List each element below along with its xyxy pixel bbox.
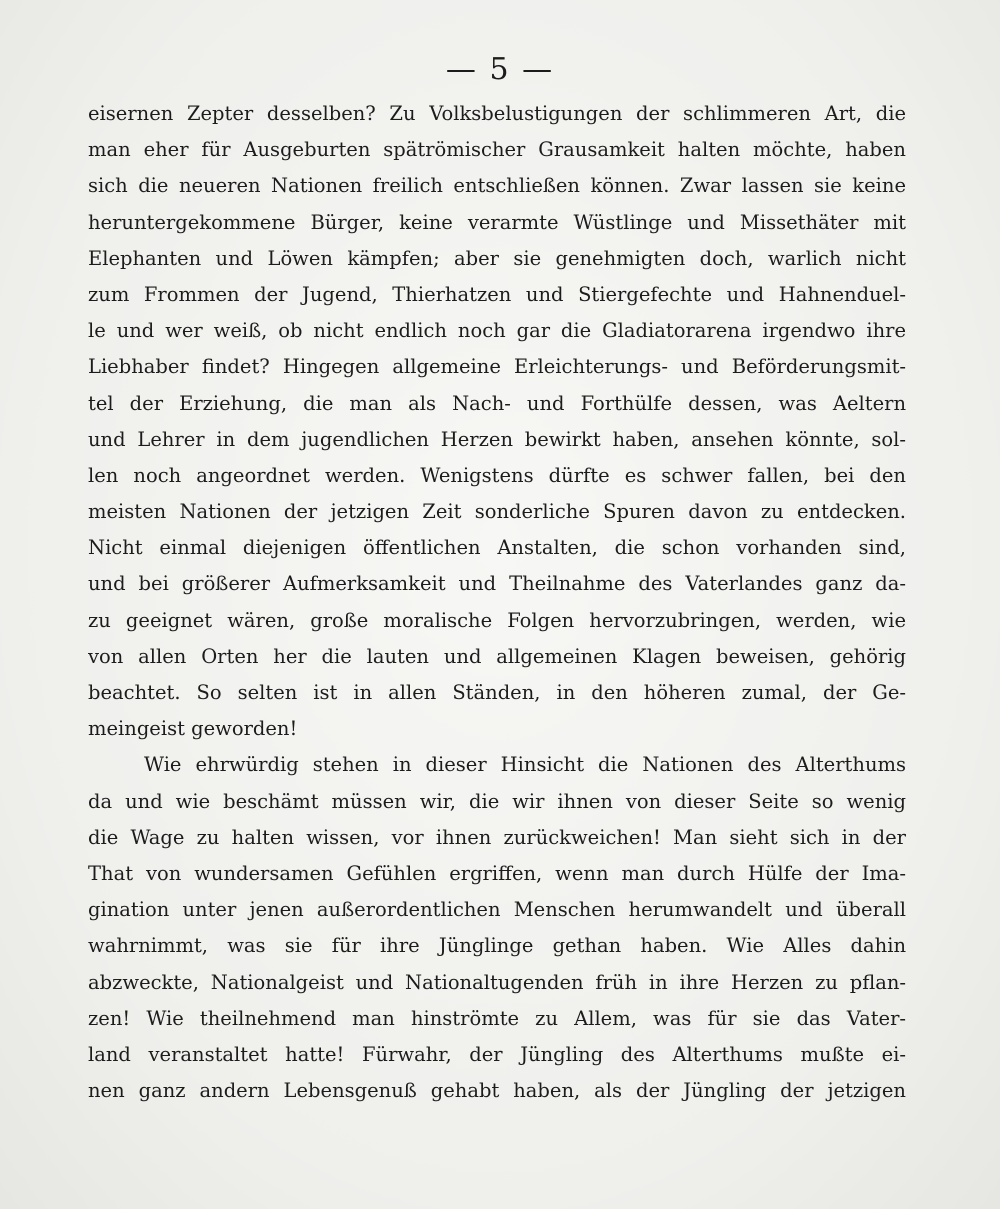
text-line: Elephanten und Löwen kämpfen; aber sie genehmigten doch, warlich nicht <box>88 246 906 270</box>
text-line: Wie ehrwürdig stehen in dieser Hinsicht die Nationen des Alterthums <box>144 753 906 777</box>
text-line: von allen Orten her die lauten und allgemeinen Klagen beweisen, gehörig <box>88 644 906 668</box>
paragraph-1 <box>88 96 906 747</box>
body-text <box>88 96 906 1109</box>
text-line: meingeist geworden! <box>88 717 298 741</box>
text-line: gination unter jenen außerordentlichen Menschen herumwandelt und überall <box>88 898 906 922</box>
text-line: That von wundersamen Gefühlen ergriffen, wenn man durch Hülfe der Ima- <box>88 861 906 885</box>
text-line: zen! Wie theilnehmend man hinströmte zu Allem, was für sie das Vater- <box>88 1006 906 1030</box>
text-line: tel der Erziehung, die man als Nach- und Forthülfe dessen, was Aeltern <box>88 391 906 415</box>
text-line: die Wage zu halten wissen, vor ihnen zurückweichen! Man sieht sich in der <box>88 825 906 849</box>
paragraph-2 <box>88 747 906 1109</box>
text-line: le und wer weiß, ob nicht endlich noch gar die Gladiatorarena irgendwo ihre <box>88 319 906 343</box>
text-line: heruntergekommene Bürger, keine verarmte Wüstlinge und Missethäter mit <box>88 210 906 234</box>
text-line: da und wie beschämt müssen wir, die wir ihnen von dieser Seite so wenig <box>88 789 906 813</box>
text-line: len noch angeordnet werden. Wenigstens dürfte es schwer fallen, bei den <box>88 463 906 487</box>
text-line: meisten Nationen der jetzigen Zeit sonderliche Spuren davon zu entdecken. <box>88 500 906 524</box>
text-line: beachtet. So selten ist in allen Ständen, in den höheren zumal, der Ge- <box>88 681 906 704</box>
text-line: sich die neueren Nationen freilich entschließen können. Zwar lassen sie keine <box>88 174 906 198</box>
text-line: und bei größerer Aufmerksamkeit und Theilnahme des Vaterlandes ganz da- <box>88 572 906 596</box>
text-line: Liebhaber findet? Hingegen allgemeine Erleichterungs- und Beförderungsmit- <box>88 355 906 379</box>
page-number: — 5 — <box>445 52 555 87</box>
text-line: man eher für Ausgeburten spätrömischer Grausamkeit halten möchte, haben <box>88 138 906 162</box>
text-line: eisernen Zepter desselben? Zu Volksbelustigungen der schlimmeren Art, die <box>88 102 906 125</box>
text-line: land veranstaltet hatte! Fürwahr, der Jüngling des Alterthums mußte ei- <box>88 1042 906 1066</box>
text-line: nen ganz andern Lebensgenuß gehabt haben, als der Jüngling der jetzigen <box>88 1079 906 1103</box>
text-line: Nicht einmal diejenigen öffentlichen Anstalten, die schon vorhanden sind, <box>88 536 906 560</box>
text-line: abzweckte, Nationalgeist und Nationaltugenden früh in ihre Herzen zu pflan- <box>88 970 906 994</box>
text-line: zum Frommen der Jugend, Thierhatzen und Stiergefechte und Hahnenduel- <box>88 282 906 306</box>
text-line: zu geeignet wären, große moralische Folgen hervorzubringen, werden, wie <box>88 608 906 632</box>
text-line: und Lehrer in dem jugendlichen Herzen bewirkt haben, ansehen könnte, sol- <box>88 427 906 451</box>
text-line: wahrnimmt, was sie für ihre Jünglinge gethan haben. Wie Alles dahin <box>88 934 906 958</box>
